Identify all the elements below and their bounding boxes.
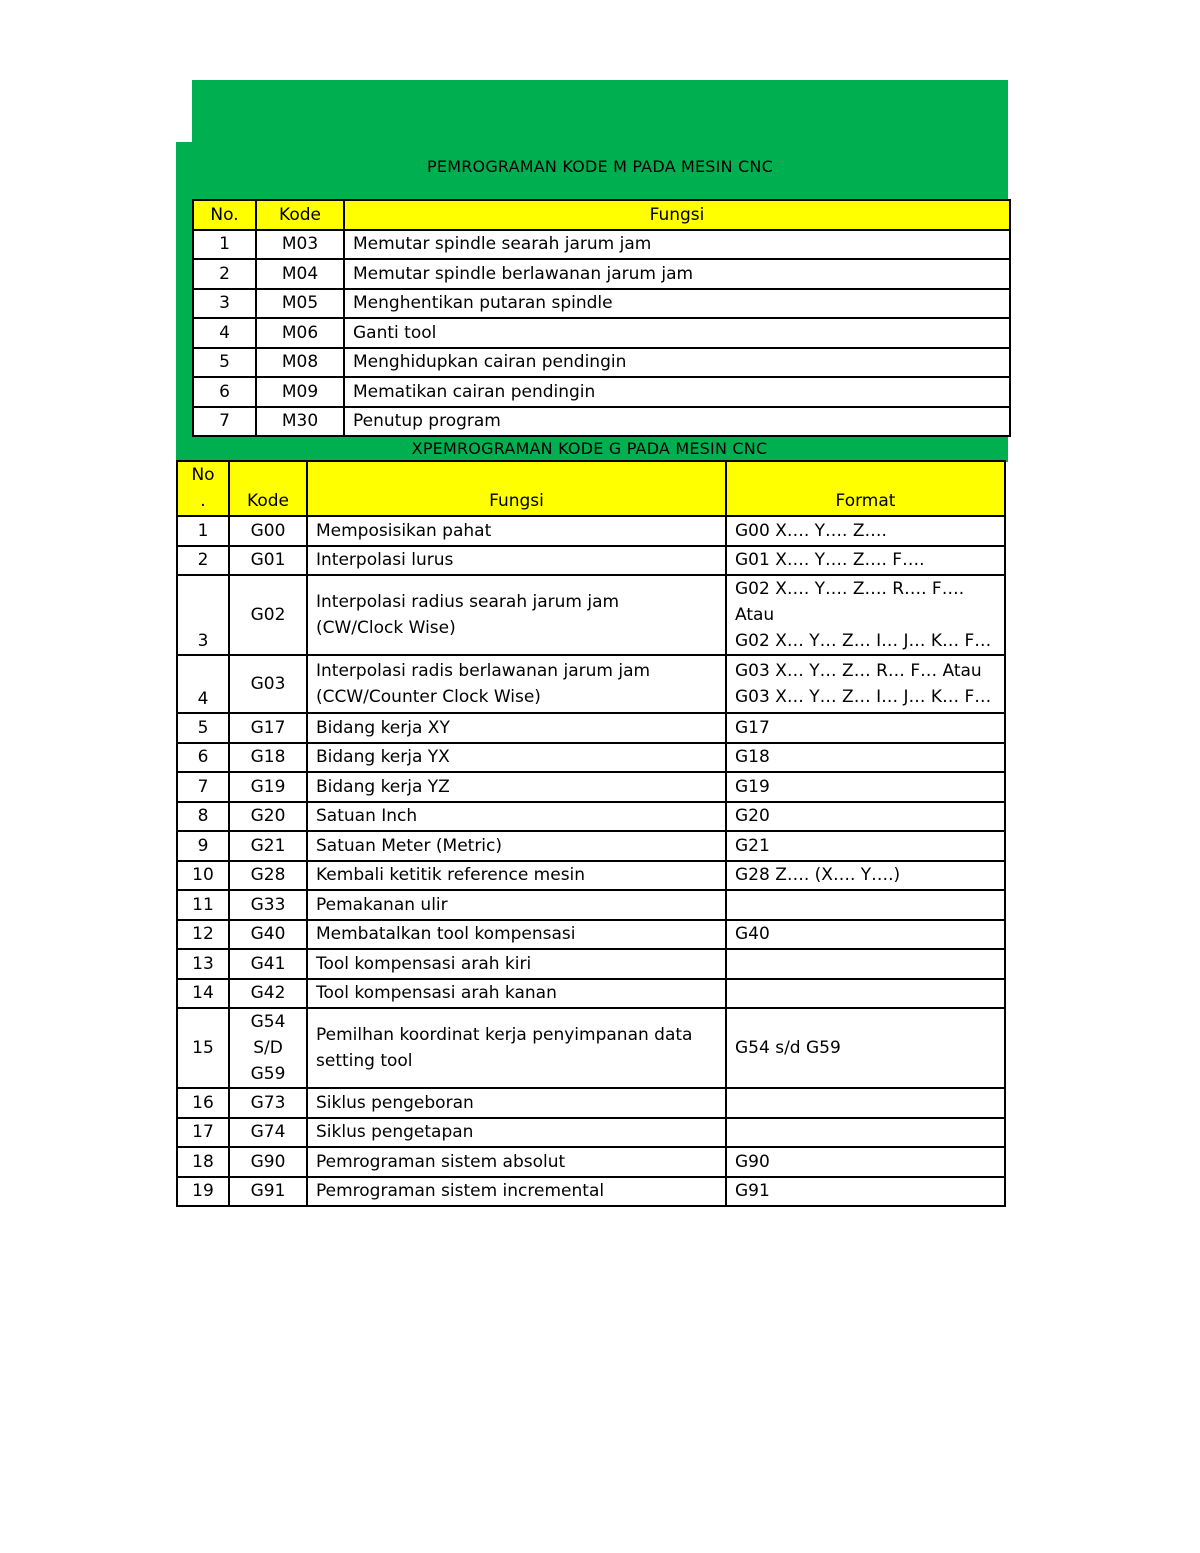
m-cell-kode: M30 [256, 407, 344, 437]
g-cell-fungsi-line: Pemilhan koordinat kerja penyimpanan data [316, 1025, 693, 1045]
g-cell-format [726, 1118, 1005, 1148]
g-cell-no: 9 [177, 831, 229, 861]
g-table-row [177, 743, 1005, 773]
g-cell-fungsi [307, 1008, 726, 1088]
g-cell-fungsi-line: Pemakanan ulir [316, 894, 448, 915]
g-cell-fungsi-line: Interpolasi radius searah jarum jam [316, 592, 620, 612]
g-cell-fungsi [307, 516, 726, 546]
g-cell-kode [229, 1008, 307, 1088]
g-cell-fungsi [307, 890, 726, 920]
g-cell-kode-line: G33 [250, 894, 286, 915]
g-cell-fungsi [307, 1177, 726, 1207]
g-cell-kode-line: G74 [250, 1122, 286, 1143]
g-cell-kode-line: G42 [250, 983, 286, 1004]
g-cell-kode [229, 1118, 307, 1148]
g-cell-fungsi [307, 1118, 726, 1148]
g-table-row [177, 713, 1005, 743]
g-cell-format [726, 831, 1005, 861]
g-cell-fungsi [307, 1147, 726, 1177]
m-code-title: PEMROGRAMAN KODE M PADA MESIN CNC [427, 157, 773, 176]
g-cell-kode-line: G41 [250, 953, 286, 974]
g-cell-fungsi [307, 920, 726, 950]
g-code-title: XPEMROGRAMAN KODE G PADA MESIN CNC [411, 439, 768, 458]
g-cell-kode [229, 772, 307, 802]
g-cell-kode-line: S/D [253, 1038, 283, 1058]
g-cell-format [726, 546, 1005, 576]
g-cell-fungsi [307, 861, 726, 891]
g-table-row [177, 575, 1005, 655]
g-cell-kode-line: G73 [250, 1092, 286, 1113]
green-banner-top [192, 80, 1008, 142]
g-cell-fungsi [307, 546, 726, 576]
m-cell-fungsi: Memutar spindle searah jarum jam [344, 230, 1010, 260]
g-cell-format-line: G17 [735, 717, 770, 738]
g-cell-no: 12 [177, 920, 229, 950]
g-cell-fungsi-line: Interpolasi radis berlawanan jarum jam [316, 661, 651, 681]
g-cell-fungsi [307, 949, 726, 979]
g-cell-kode [229, 979, 307, 1009]
g-cell-format [726, 1177, 1005, 1207]
g-cell-no: 15 [177, 1008, 229, 1088]
g-cell-kode-line: G90 [250, 1151, 286, 1172]
g-table-row [177, 772, 1005, 802]
g-cell-kode-line: G02 [250, 605, 286, 625]
m-cell-fungsi: Mematikan cairan pendingin [344, 377, 1010, 407]
g-cell-fungsi [307, 772, 726, 802]
g-cell-kode-line: G17 [250, 717, 286, 738]
g-cell-no: 10 [177, 861, 229, 891]
m-table-row [193, 318, 1010, 348]
g-cell-kode-line: G54 [250, 1012, 286, 1032]
m-cell-fungsi: Ganti tool [344, 318, 1010, 348]
g-cell-format-line: G28 Z…. (X…. Y….) [735, 865, 901, 886]
g-header-kode: Kode [229, 461, 307, 516]
g-cell-fungsi-line: Siklus pengetapan [316, 1122, 474, 1143]
g-cell-format [726, 655, 1005, 713]
g-cell-no: 11 [177, 890, 229, 920]
g-cell-format-line: G19 [735, 776, 770, 797]
g-cell-fungsi-line: Kembali ketitik reference mesin [316, 865, 586, 886]
g-cell-fungsi-line: Bidang kerja YX [316, 747, 450, 768]
m-cell-fungsi: Menghidupkan cairan pendingin [344, 348, 1010, 378]
g-cell-format-line: G91 [735, 1181, 770, 1202]
m-code-table [192, 199, 1011, 437]
g-cell-fungsi-line: Pemrograman sistem incremental [316, 1181, 605, 1202]
g-cell-kode-line: G00 [250, 520, 286, 541]
m-cell-fungsi: Menghentikan putaran spindle [344, 289, 1010, 319]
g-cell-kode [229, 890, 307, 920]
g-cell-kode [229, 713, 307, 743]
g-cell-kode [229, 655, 307, 713]
m-table-row [193, 259, 1010, 289]
g-cell-fungsi [307, 831, 726, 861]
g-cell-fungsi-line: setting tool [316, 1051, 413, 1071]
m-cell-fungsi: Penutup program [344, 407, 1010, 437]
m-table-row [193, 348, 1010, 378]
g-cell-fungsi [307, 1088, 726, 1118]
g-cell-format [726, 949, 1005, 979]
g-cell-format [726, 861, 1005, 891]
g-cell-format [726, 1147, 1005, 1177]
g-cell-kode-line: G19 [250, 776, 286, 797]
g-cell-kode [229, 920, 307, 950]
g-table-row [177, 920, 1005, 950]
g-cell-format [726, 516, 1005, 546]
g-cell-fungsi-line: Pemrograman sistem absolut [316, 1151, 566, 1172]
g-header-no-line1: No [191, 465, 215, 485]
g-cell-kode [229, 1177, 307, 1207]
g-cell-no: 3 [177, 575, 229, 655]
g-cell-kode-line: G28 [250, 865, 286, 886]
g-table-row [177, 1008, 1005, 1088]
g-cell-no: 8 [177, 802, 229, 832]
g-cell-no: 19 [177, 1177, 229, 1207]
g-cell-format-line: G18 [735, 747, 770, 768]
m-header-no: No. [193, 200, 256, 230]
g-table-row [177, 1177, 1005, 1207]
g-cell-no: 2 [177, 546, 229, 576]
g-cell-kode-line: G18 [250, 747, 286, 768]
g-cell-format [726, 713, 1005, 743]
g-header-format: Format [726, 461, 1005, 516]
g-cell-kode [229, 575, 307, 655]
g-cell-fungsi-line: Satuan Inch [316, 806, 418, 827]
g-cell-kode-line: G20 [250, 806, 286, 827]
g-cell-fungsi [307, 713, 726, 743]
g-cell-no: 16 [177, 1088, 229, 1118]
g-cell-format [726, 890, 1005, 920]
g-table-row [177, 979, 1005, 1009]
g-table-row [177, 1147, 1005, 1177]
m-cell-no: 7 [193, 407, 256, 437]
g-cell-format [726, 1088, 1005, 1118]
g-cell-format-line: G03 X… Y… Z… I… J… K… F… [735, 687, 992, 707]
m-cell-kode: M09 [256, 377, 344, 407]
m-header-fungsi: Fungsi [344, 200, 1010, 230]
g-cell-kode [229, 546, 307, 576]
g-cell-format-line: G54 s/d G59 [735, 1038, 841, 1058]
g-cell-fungsi-line: Membatalkan tool kompensasi [316, 924, 576, 945]
g-cell-kode-line: G01 [250, 550, 286, 571]
g-cell-kode-line: G03 [250, 674, 286, 694]
g-cell-kode [229, 1147, 307, 1177]
g-cell-kode [229, 861, 307, 891]
g-cell-kode [229, 1088, 307, 1118]
g-header-no [177, 461, 229, 516]
g-cell-no: 14 [177, 979, 229, 1009]
g-cell-format-line: G03 X… Y… Z… R… F… Atau [735, 661, 982, 681]
g-cell-kode [229, 743, 307, 773]
m-cell-no: 5 [193, 348, 256, 378]
m-table-row [193, 377, 1010, 407]
m-cell-no: 3 [193, 289, 256, 319]
g-table-row [177, 802, 1005, 832]
g-cell-format-line: G02 X…. Y…. Z…. R…. F…. Atau [735, 579, 965, 625]
g-cell-fungsi [307, 655, 726, 713]
g-cell-fungsi-line: Satuan Meter (Metric) [316, 835, 503, 856]
g-table-row [177, 1118, 1005, 1148]
g-cell-no: 13 [177, 949, 229, 979]
g-header-fungsi: Fungsi [307, 461, 726, 516]
m-header-kode: Kode [256, 200, 344, 230]
g-cell-kode-line: G21 [250, 835, 286, 856]
g-cell-format-line: G40 [735, 924, 770, 945]
g-table-header-row [177, 461, 1005, 516]
g-cell-fungsi-line: Tool kompensasi arah kanan [316, 983, 557, 1004]
g-cell-format-line: G02 X… Y… Z… I… J… K… F… [735, 631, 992, 651]
g-cell-no: 1 [177, 516, 229, 546]
m-cell-no: 4 [193, 318, 256, 348]
g-cell-format [726, 772, 1005, 802]
m-cell-no: 2 [193, 259, 256, 289]
g-cell-kode [229, 802, 307, 832]
g-cell-format-line: G00 X…. Y…. Z…. [735, 520, 887, 541]
m-table-row [193, 407, 1010, 437]
m-cell-kode: M03 [256, 230, 344, 260]
g-table-row [177, 831, 1005, 861]
g-cell-fungsi-line: Bidang kerja XY [316, 717, 450, 738]
g-cell-fungsi-line: (CW/Clock Wise) [316, 618, 456, 638]
g-cell-format-line: G21 [735, 835, 770, 856]
g-code-table [176, 460, 1006, 1207]
m-cell-no: 1 [193, 230, 256, 260]
m-cell-no: 6 [193, 377, 256, 407]
g-table-row [177, 655, 1005, 713]
g-table-row [177, 546, 1005, 576]
g-table-row [177, 949, 1005, 979]
g-cell-format [726, 743, 1005, 773]
g-cell-fungsi-line: Siklus pengeboran [316, 1092, 474, 1113]
g-cell-fungsi [307, 743, 726, 773]
m-cell-kode: M04 [256, 259, 344, 289]
g-cell-kode-line: G91 [250, 1181, 286, 1202]
g-cell-format [726, 802, 1005, 832]
g-cell-kode-line: G40 [250, 924, 286, 945]
g-cell-fungsi-line: Memposisikan pahat [316, 520, 492, 541]
m-table-row [193, 289, 1010, 319]
g-cell-fungsi [307, 802, 726, 832]
g-cell-format-line: G90 [735, 1151, 770, 1172]
g-cell-no: 18 [177, 1147, 229, 1177]
g-table-row [177, 861, 1005, 891]
g-cell-fungsi-line: (CCW/Counter Clock Wise) [316, 687, 541, 707]
m-cell-kode: M08 [256, 348, 344, 378]
m-table-row [193, 230, 1010, 260]
g-table-row [177, 1088, 1005, 1118]
g-cell-format [726, 575, 1005, 655]
g-cell-format [726, 1008, 1005, 1088]
g-cell-no: 7 [177, 772, 229, 802]
m-cell-kode: M05 [256, 289, 344, 319]
g-cell-format [726, 979, 1005, 1009]
g-cell-fungsi [307, 575, 726, 655]
g-cell-kode-line: G59 [250, 1064, 286, 1084]
g-cell-fungsi [307, 979, 726, 1009]
g-cell-kode [229, 949, 307, 979]
m-cell-fungsi: Memutar spindle berlawanan jarum jam [344, 259, 1010, 289]
g-cell-no: 17 [177, 1118, 229, 1148]
g-cell-no: 6 [177, 743, 229, 773]
g-cell-fungsi-line: Tool kompensasi arah kiri [316, 953, 532, 974]
g-header-no-line2: . [200, 491, 206, 511]
g-table-row [177, 516, 1005, 546]
g-cell-format [726, 920, 1005, 950]
g-table-row [177, 890, 1005, 920]
g-cell-fungsi-line: Interpolasi lurus [316, 550, 454, 571]
g-cell-no: 4 [177, 655, 229, 713]
m-table-header-row [193, 200, 1010, 230]
g-cell-kode [229, 516, 307, 546]
g-cell-no: 5 [177, 713, 229, 743]
g-cell-format-line: G20 [735, 806, 770, 827]
m-cell-kode: M06 [256, 318, 344, 348]
g-cell-format-line: G01 X…. Y…. Z…. F…. [735, 550, 925, 571]
g-cell-kode [229, 831, 307, 861]
g-cell-fungsi-line: Bidang kerja YZ [316, 776, 450, 797]
